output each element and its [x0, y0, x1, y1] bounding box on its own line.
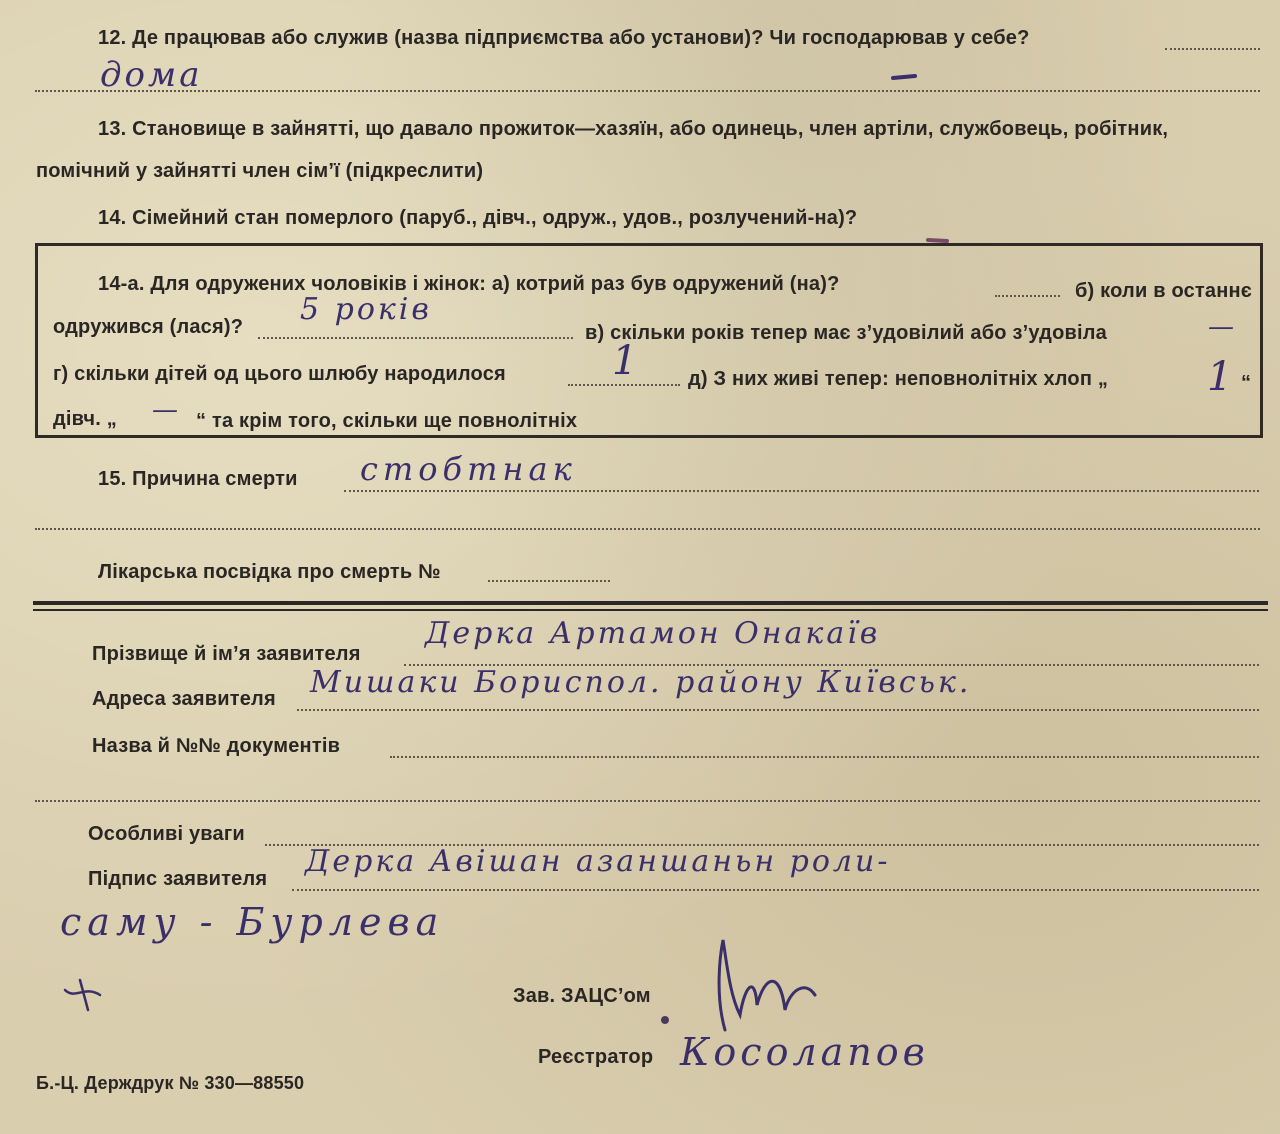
medical-cert-number-line [488, 580, 610, 582]
q14a-line4-b: “ та крім того, скільки ще повнолітніх [196, 410, 578, 432]
separator-rule-top [33, 601, 1268, 605]
documents-line [390, 756, 1259, 758]
documents-label: Назва й №№ документів [92, 735, 341, 757]
q14a-line1-b: б) коли в останнє [1075, 280, 1253, 302]
pen-mark-bottom-left [60, 975, 110, 1015]
q14a-line3-dots [568, 384, 680, 386]
print-info: Б.-Ц. Держдрук № 330—88550 [36, 1073, 305, 1093]
applicant-address-value: Мишаки Бориспол. району Київськ. [310, 665, 972, 700]
applicant-signature-label: Підпис заявителя [88, 868, 268, 890]
applicant-name-label: Прізвище й ім’я заявителя [92, 643, 361, 665]
q12-answer: дома [100, 55, 203, 95]
q14a-line4-a: дівч. „ [53, 408, 117, 430]
separator-rule-bottom [33, 609, 1268, 611]
q15-answer-line [344, 490, 1259, 492]
q14a-line3-quote: “ [1241, 372, 1252, 394]
registrar-signature: Косолапов [680, 1030, 929, 1074]
q14a-line2-dots [258, 337, 573, 339]
q12-answer-line-2 [35, 90, 1260, 92]
applicant-signature-line2: саму - Бурлева [60, 900, 445, 944]
head-signature-flourish [685, 935, 835, 1045]
q14-question: 14. Сімейний стан померлого (паруб., дівч., одруж., удов., розлучений-на)? [98, 207, 858, 229]
applicant-name-value: Дерка Артамон Онакаїв [425, 616, 881, 651]
q13-line1: 13. Становище в зайнятті, що давало прожиток—хазяїн, або одинець, член артіли, службовець, робітник, [98, 118, 1169, 140]
q14a-children-born-answer: 1 [612, 338, 641, 384]
q14a-line2-b: в) скільки років тепер має з’удовілий або з’удовіла [585, 322, 1107, 344]
registrar-label: Реєстратор [538, 1046, 654, 1068]
medical-cert-label: Лікарська посвідка про смерть № [98, 561, 441, 583]
applicant-signature-line [292, 889, 1259, 891]
q15-label: 15. Причина смерти [98, 468, 298, 490]
q12-answer-line [1165, 48, 1260, 50]
ink-dot-footer [655, 1010, 675, 1030]
ink-dot-q12 [890, 70, 920, 86]
q14a-line2-a: одружився (лася)? [53, 316, 244, 338]
q15-extra-line [35, 528, 1260, 530]
q14a-minor-girls-answer: — [152, 395, 181, 425]
q14a-married-years-answer: 5 років [300, 292, 432, 327]
q15-cause-answer: стобтнак [360, 450, 577, 488]
q12-question: 12. Де працював або служив (назва підприємства або установи)? Чи господарював у себе? [98, 27, 1030, 49]
applicant-address-line [297, 709, 1259, 711]
q14a-minor-boys-answer: 1 [1207, 354, 1236, 400]
q14a-line3-b: д) З них живі тепер: неповнолітніх хлоп „ [688, 368, 1109, 390]
ink-dot-q14 [925, 232, 955, 248]
q14a-line1-dots [995, 295, 1060, 297]
applicant-address-label: Адреса заявителя [92, 688, 276, 710]
special-notes-label: Особливі уваги [88, 823, 245, 845]
q14a-widowed-years-answer: — [1208, 312, 1237, 342]
q14a-line1: 14-а. Для одружених чоловіків і жінок: а) котрий раз був одружений (на)? [98, 273, 840, 295]
zags-head-label: Зав. ЗАЦС’ом [513, 985, 651, 1007]
applicant-signature-value: Дерка Авішан азаншаньн роли- [305, 844, 891, 879]
documents-line-2 [35, 800, 1260, 802]
q14a-line3-a: г) скільки дітей од цього шлюбу народилося [53, 363, 506, 385]
q13-line2: помічний у зайнятті член сім’ї (підкреслити) [36, 160, 484, 182]
